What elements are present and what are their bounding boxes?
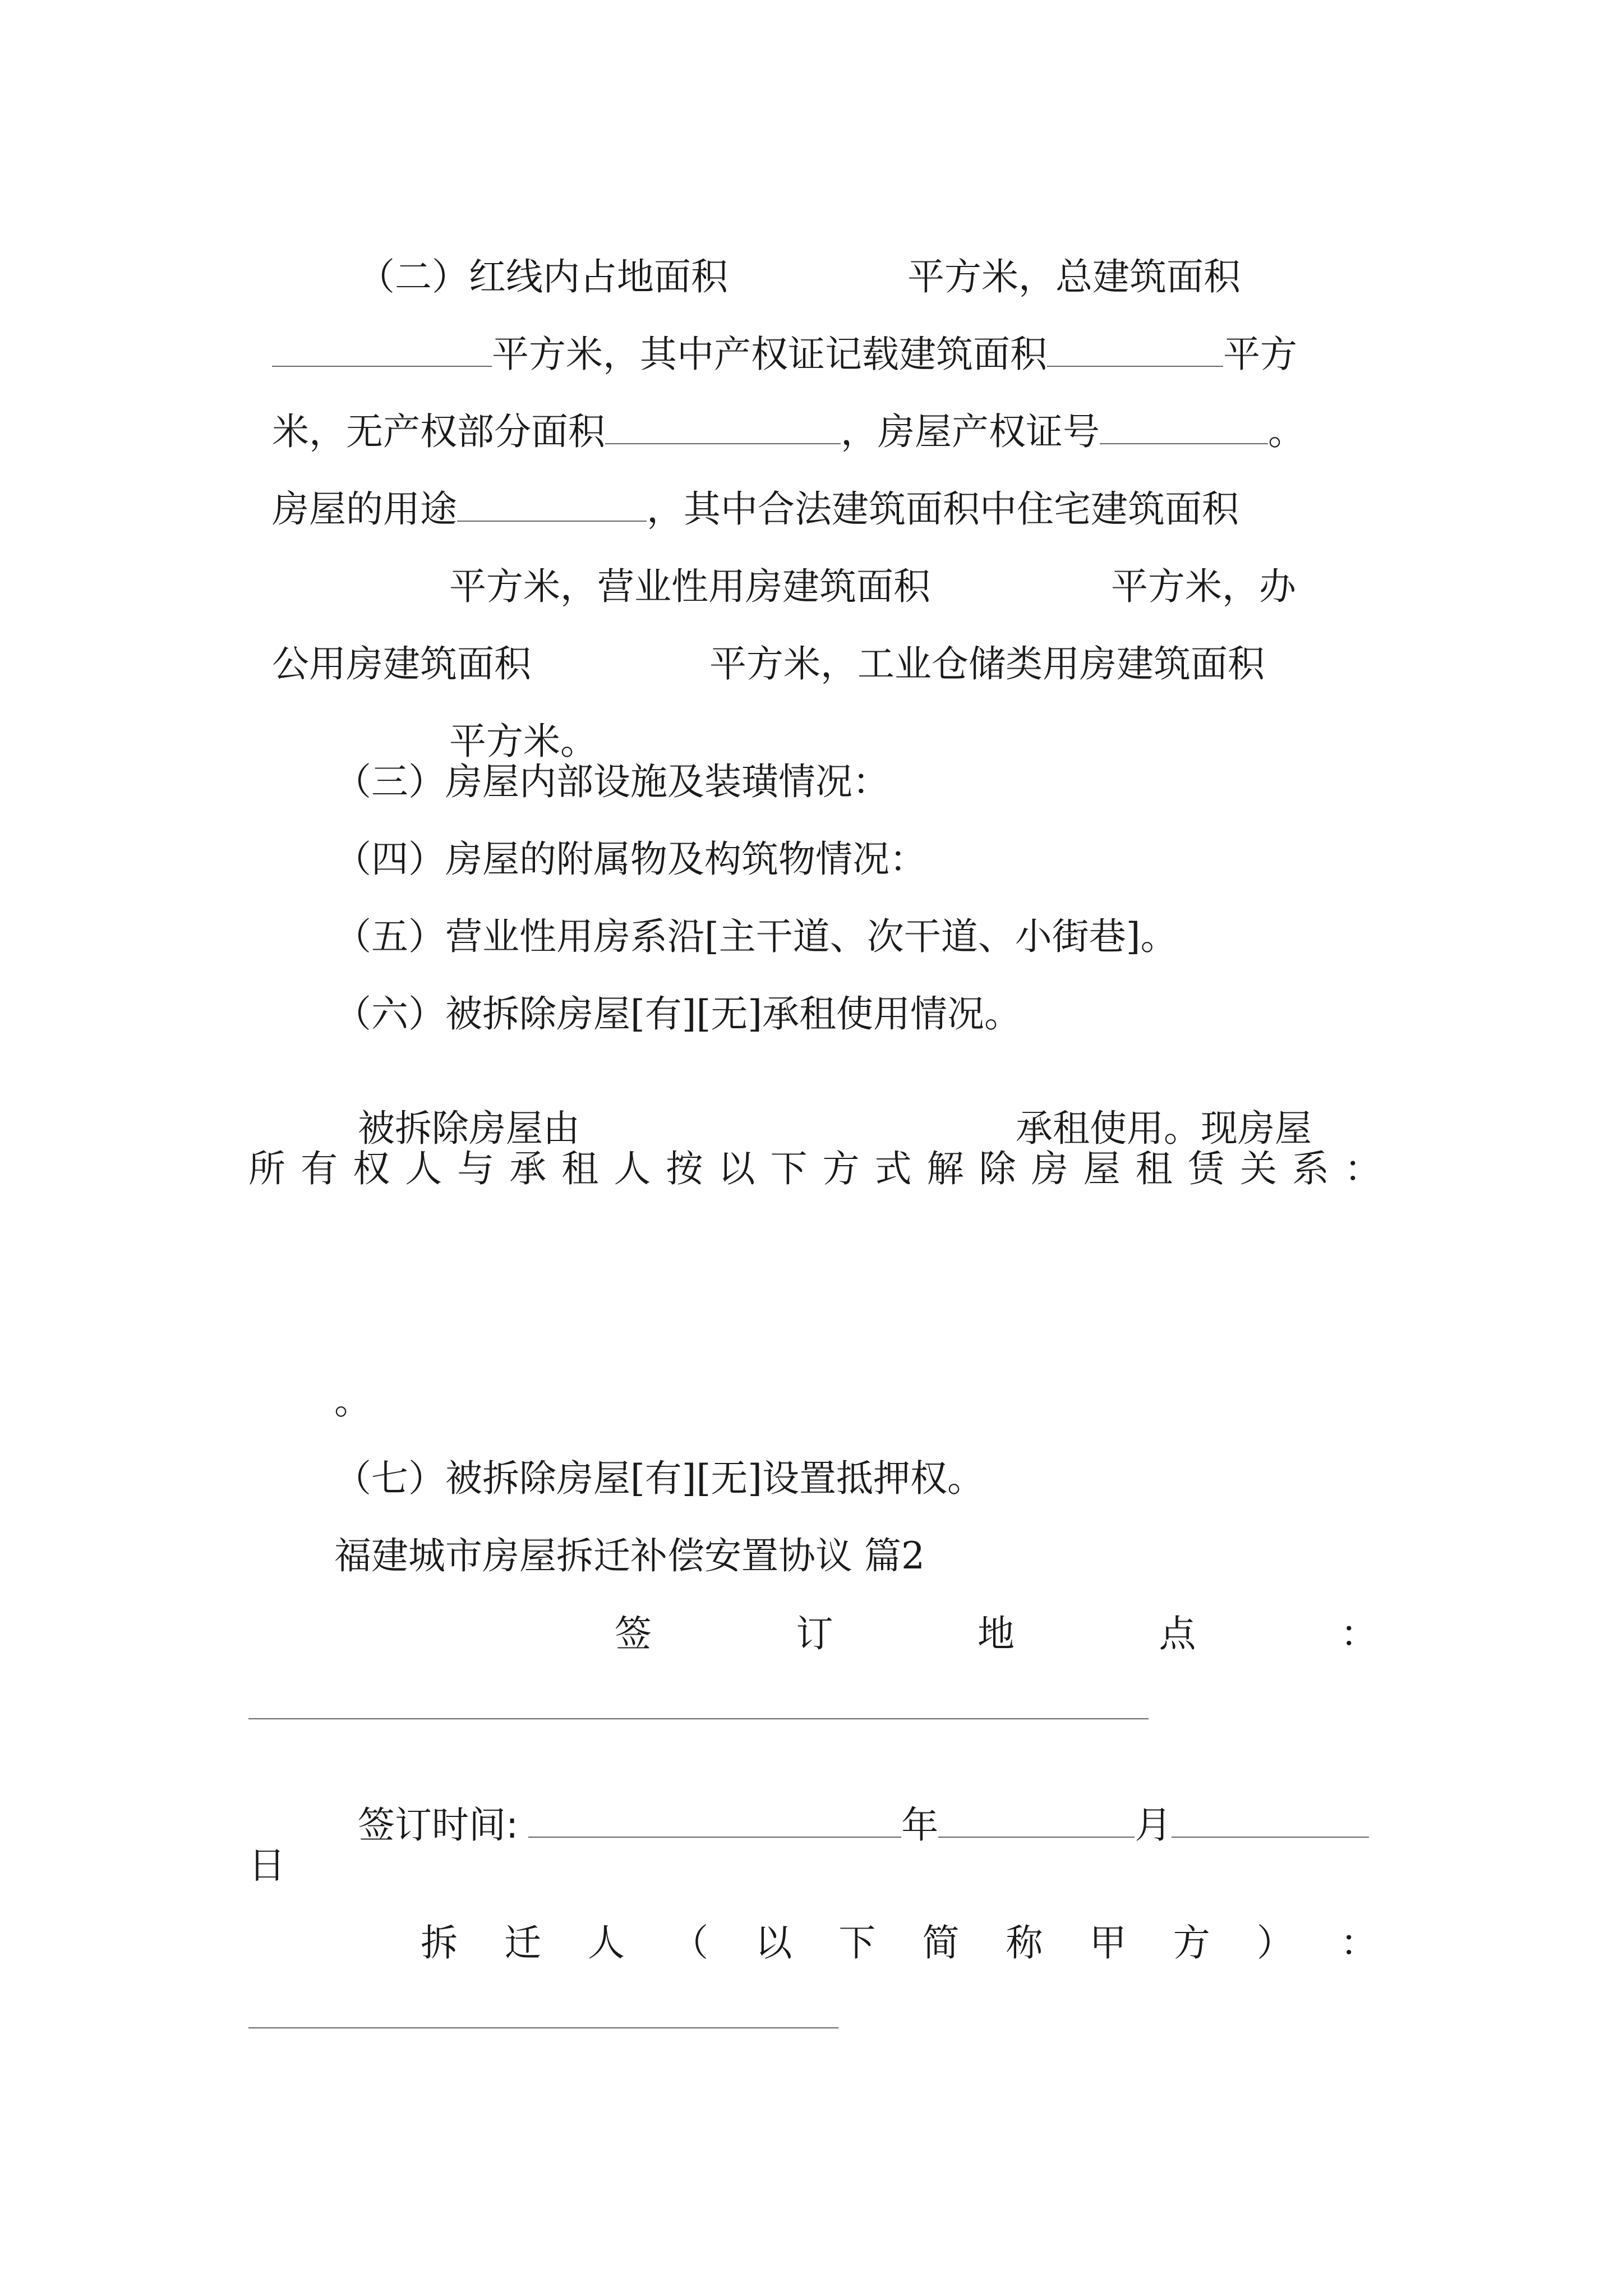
text: 平方米，其中产权证记载建筑面积 [491,333,1047,376]
char: 人 [405,1147,442,1190]
sign-place-label [615,1612,1377,1655]
char: 点 [1159,1612,1196,1655]
fill-blank[interactable] [605,414,841,444]
char: ： [1340,1612,1377,1655]
item-5: （五）营业性用房系沿[主干道、次干道、小街巷]。 [334,915,1178,958]
para2-line4 [248,454,1239,531]
year-label: 年 [901,1803,939,1847]
text: 平方 [1223,333,1297,376]
char: 赁 [1187,1147,1225,1190]
sign-place-blank[interactable] [248,1718,1149,1719]
char: 式 [874,1147,912,1190]
text: 平方米，营业性用房建筑面积 [449,565,930,608]
text: 房屋的用途 [271,487,457,531]
char: 拆 [421,1921,458,1964]
text: ，其中合法建筑面积中住宅建筑面积 [646,487,1239,531]
char: 以 [718,1147,755,1190]
char: 租 [561,1147,599,1190]
para2-line7 [248,686,597,763]
char: 按 [666,1147,703,1190]
char: ： [1344,1147,1381,1190]
party-a-label [421,1921,1377,1964]
fill-blank[interactable] [457,491,647,522]
item-7: （七）被拆除房屋[有][无]设置抵押权。 [334,1457,984,1500]
char: 迁 [504,1921,542,1964]
item-6: （六）被拆除房屋[有][无]承租使用情况。 [334,992,1021,1036]
text: 平方米，办 [1110,565,1296,608]
char: 解 [926,1147,964,1190]
char: 称 [1006,1921,1043,1964]
sign-time [334,1770,1369,1847]
text: 平方米，总建筑面积 [907,255,1241,298]
char: 订 [796,1612,833,1655]
char: 租 [1135,1147,1173,1190]
party-a-blank[interactable] [248,2027,838,2028]
day-label: 日 [248,1844,285,1887]
char: 所 [248,1147,285,1190]
text: （二）红线内占地面积 [357,255,728,298]
char: 有 [301,1147,338,1190]
char: 地 [978,1612,1015,1655]
lease-line1 [334,1073,1312,1150]
char: 除 [979,1147,1016,1190]
lease-line2 [248,1147,1381,1190]
text: 平方米，工业仓储类用房建筑面积 [709,642,1265,685]
text: 平方米。 [449,720,597,763]
para2-line6 [248,609,1265,683]
char: 承 [509,1147,547,1190]
year-blank[interactable] [528,1807,901,1838]
char: 签 [615,1612,652,1655]
para2-line3 [248,376,1305,453]
month-blank[interactable] [938,1807,1135,1838]
char: 关 [1239,1147,1277,1190]
text: 米，无产权部分面积 [271,410,605,453]
char: 方 [822,1147,860,1190]
char: 权 [353,1147,390,1190]
char: 屋 [1083,1147,1121,1190]
item-3: （三）房屋内部设施及装璜情况： [334,760,889,803]
text: ，房屋产权证号 [840,410,1100,453]
item-4: （四）房屋的附属物及构筑物情况： [334,838,926,881]
text: 公用房建筑面积 [271,642,531,685]
day-blank[interactable] [1172,1807,1369,1838]
para2-line5 [248,531,1296,608]
char: 人 [588,1921,625,1964]
char: 下 [770,1147,808,1190]
sign-time-label: 签订时间: [357,1803,519,1847]
char: 以 [755,1921,792,1964]
period-mark: 。 [334,1379,371,1423]
para2-line2 [248,299,1297,376]
text: 被拆除房屋由 [357,1107,580,1150]
text: 。 [1267,410,1305,453]
section-heading: 福建城市房屋拆迁补偿安置协议 篇2 [334,1534,925,1577]
para2-line1 [334,222,1241,296]
fill-blank[interactable] [272,337,492,367]
char: ： [1340,1921,1377,1964]
char: 与 [457,1147,495,1190]
char: 简 [922,1921,960,1964]
char: 方 [1173,1921,1210,1964]
fill-blank[interactable] [1047,337,1223,367]
month-label: 月 [1135,1803,1172,1847]
char: 甲 [1089,1921,1127,1964]
char: 房 [1031,1147,1068,1190]
char: ） [1256,1921,1294,1964]
fill-blank[interactable] [1100,414,1268,444]
char: 系 [1292,1147,1329,1190]
char: 下 [838,1921,876,1964]
text: 承租使用。现房屋 [1015,1107,1312,1150]
char: 人 [614,1147,651,1190]
char: （ [671,1921,709,1964]
